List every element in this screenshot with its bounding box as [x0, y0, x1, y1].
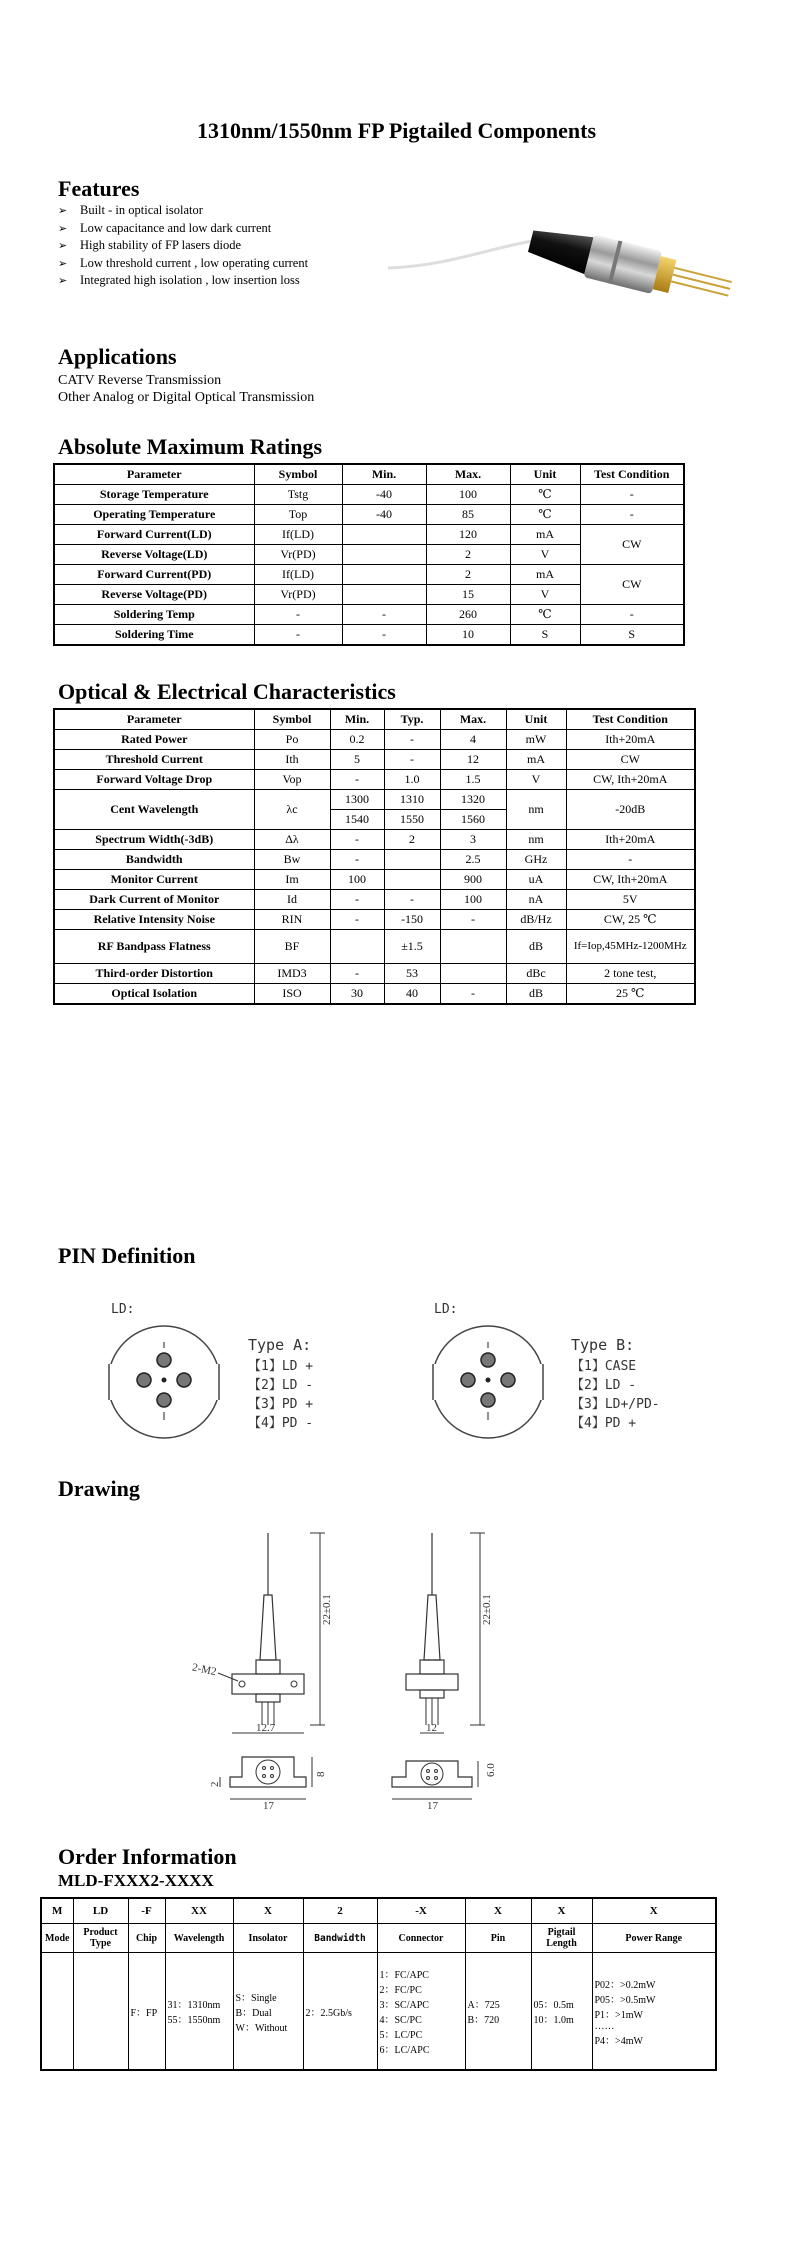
cell-line: 10：1.0m [533, 2015, 574, 2026]
table-cell: CW [580, 525, 684, 565]
table-header-row [54, 464, 684, 485]
order-heading: Order Information [58, 1844, 237, 1869]
applications-list [58, 372, 314, 406]
column-header: Test Condition [580, 464, 684, 485]
column-header: Parameter [54, 464, 254, 485]
oec-table [53, 708, 696, 1005]
table-cell: mA [510, 565, 580, 585]
table-cell: dB [506, 930, 566, 964]
table-row [54, 964, 695, 984]
column-header: Max. [426, 464, 510, 485]
table-cell: Monitor Current [54, 870, 254, 890]
table-cell: nm [506, 790, 566, 830]
table-cell: Optical Isolation [54, 984, 254, 1005]
table-cell: X [465, 1898, 531, 1924]
table-cell: nm [506, 830, 566, 850]
table-cell: Bandwidth [303, 1924, 377, 1953]
table-cell: 2.5 [440, 850, 506, 870]
order-table [40, 1897, 717, 2071]
column-header: Test Condition [566, 709, 695, 730]
table-cell: - [330, 890, 384, 910]
table-cell: CW [566, 750, 695, 770]
table-cell: Threshold Current [54, 750, 254, 770]
table-cell: Wavelength [165, 1924, 233, 1953]
table-cell: - [330, 830, 384, 850]
table-cell: 2 [303, 1898, 377, 1924]
table-cell: RIN [254, 910, 330, 930]
table-cell: Reverse Voltage(LD) [54, 545, 254, 565]
table-cell: Id [254, 890, 330, 910]
table-cell: dBc [506, 964, 566, 984]
table-cell: 0.2 [330, 730, 384, 750]
table-cell [377, 1953, 465, 2071]
table-cell [465, 1953, 531, 2071]
table-row [41, 1953, 716, 2071]
table-cell: -150 [384, 910, 440, 930]
table-cell: 1540 [330, 810, 384, 830]
column-header: Typ. [384, 709, 440, 730]
dim-h6: 6.0 [485, 1763, 497, 1777]
table-cell: 1.5 [440, 770, 506, 790]
dim-thread-label: 2-M2 [191, 1661, 218, 1679]
cell-line: 2：FC/PC [379, 1985, 422, 1996]
cell-line: 3：SC/APC [379, 2000, 429, 2011]
features-heading: Features [58, 176, 140, 201]
table-cell: Top [254, 505, 342, 525]
table-cell: CW [580, 565, 684, 605]
cell-lines [131, 2004, 163, 2019]
table-row [54, 625, 684, 646]
cell-line: S：Single [235, 1992, 277, 2004]
list-item: 【4】PD + [571, 1416, 637, 1431]
table-cell: 5 [330, 750, 384, 770]
list-item: 【1】LD + [248, 1359, 314, 1374]
dim-h2: 2 [209, 1781, 221, 1787]
table-cell: 2 [426, 545, 510, 565]
pin-b-ld-label: LD: [434, 1302, 458, 1317]
table-cell: 120 [426, 525, 510, 545]
table-cell: - [254, 625, 342, 646]
table-cell: mA [506, 750, 566, 770]
table-cell: 1560 [440, 810, 506, 830]
table-cell: - [254, 605, 342, 625]
table-cell: Ith [254, 750, 330, 770]
table-cell: dB/Hz [506, 910, 566, 930]
table-cell: 100 [426, 485, 510, 505]
table-cell: Vr(PD) [254, 545, 342, 565]
cell-line: B：720 [467, 2015, 500, 2026]
table-cell [531, 1953, 592, 2071]
column-header: Symbol [254, 709, 330, 730]
dim-base-left: 17 [263, 1800, 274, 1812]
cell-lines [306, 2004, 375, 2019]
table-cell: uA [506, 870, 566, 890]
table-cell [592, 1953, 716, 2071]
table-cell: - [330, 910, 384, 930]
pin-heading: PIN Definition [58, 1243, 196, 1268]
table-header-row [41, 1898, 716, 1924]
cell-lines [468, 1996, 529, 2026]
table-cell: CW, Ith+20mA [566, 870, 695, 890]
oec-heading: Optical & Electrical Characteristics [58, 679, 396, 704]
table-cell: X [531, 1898, 592, 1924]
table-cell: - [440, 910, 506, 930]
dim-length-left: 22±0.1 [321, 1594, 333, 1625]
table-cell [384, 850, 440, 870]
table-cell: Product Type [73, 1924, 128, 1953]
table-cell: - [580, 485, 684, 505]
table-cell: Storage Temperature [54, 485, 254, 505]
cell-line: A：725 [467, 2000, 500, 2011]
table-row [54, 525, 684, 545]
table-row [54, 565, 684, 585]
table-row [54, 984, 695, 1005]
applications-heading: Applications [58, 344, 177, 369]
table-cell: - [342, 625, 426, 646]
pin-diagram-type-b [423, 1322, 553, 1442]
table-cell: - [384, 890, 440, 910]
table-cell: 1550 [384, 810, 440, 830]
list-item: 【3】LD+/PD- [571, 1397, 660, 1412]
table-cell: GHz [506, 850, 566, 870]
table-cell: Forward Voltage Drop [54, 770, 254, 790]
table-cell: 10 [426, 625, 510, 646]
cell-line: 55：1550nm [167, 2015, 221, 2026]
pin-a-type-label: Type A: [248, 1336, 312, 1354]
table-cell: - [566, 850, 695, 870]
table-row [54, 830, 695, 850]
cell-lines [168, 1996, 231, 2026]
cell-lines [236, 1989, 301, 2034]
cell-line: P05：>0.5mW [594, 1994, 656, 2006]
table-cell: If(LD) [254, 565, 342, 585]
table-cell [303, 1953, 377, 2071]
table-cell: S [580, 625, 684, 646]
table-row [54, 730, 695, 750]
table-row [54, 605, 684, 625]
pin-diagram-type-a [99, 1322, 229, 1442]
table-cell: 3 [440, 830, 506, 850]
cell-line: 31：1310nm [167, 2000, 221, 2011]
table-cell: -X [377, 1898, 465, 1924]
table-cell: Vop [254, 770, 330, 790]
amr-heading: Absolute Maximum Ratings [58, 434, 323, 459]
table-cell [384, 870, 440, 890]
dim-width-left: 12.7 [256, 1722, 276, 1734]
amr-table [53, 463, 685, 646]
cell-line: 2：2.5Gb/s [305, 2007, 352, 2019]
table-cell: CW, 25 ℃ [566, 910, 695, 930]
table-cell: XX [165, 1898, 233, 1924]
table-cell: -20dB [566, 790, 695, 830]
features-list [58, 202, 308, 290]
pin-a-ld-label: LD: [111, 1302, 135, 1317]
table-cell: V [510, 585, 580, 605]
mechanical-drawing [180, 1525, 540, 1825]
table-cell: Operating Temperature [54, 505, 254, 525]
table-cell: 5V [566, 890, 695, 910]
list-item: ➢ Built - in optical isolator [58, 202, 308, 220]
table-cell: M [41, 1898, 73, 1924]
table-cell: Im [254, 870, 330, 890]
table-cell: Dark Current of Monitor [54, 890, 254, 910]
table-cell: -40 [342, 505, 426, 525]
column-header: Max. [440, 709, 506, 730]
table-cell [233, 1953, 303, 2071]
table-cell: 260 [426, 605, 510, 625]
table-row [54, 750, 695, 770]
table-cell [342, 565, 426, 585]
table-cell: - [580, 505, 684, 525]
table-cell [440, 964, 506, 984]
table-cell [128, 1953, 165, 2071]
list-item: Other Analog or Digital Optical Transmission [58, 390, 315, 405]
table-row [54, 930, 695, 964]
table-cell: Rated Power [54, 730, 254, 750]
table-cell [342, 585, 426, 605]
table-cell: BF [254, 930, 330, 964]
table-cell: Connector [377, 1924, 465, 1953]
table-cell: LD [73, 1898, 128, 1924]
dim-base-right: 17 [427, 1800, 438, 1812]
table-cell: If(LD) [254, 525, 342, 545]
list-item: 【1】CASE [571, 1359, 637, 1374]
product-photo [388, 188, 738, 338]
table-row [54, 910, 695, 930]
table-cell: Vr(PD) [254, 585, 342, 605]
column-header: Min. [330, 709, 384, 730]
column-header: Parameter [54, 709, 254, 730]
table-cell [41, 1953, 73, 2071]
cell-line: P02：>0.2mW [594, 1979, 656, 1991]
column-header: Unit [510, 464, 580, 485]
table-cell: Power Range [592, 1924, 716, 1953]
table-cell: Pin [465, 1924, 531, 1953]
table-cell: Forward Current(LD) [54, 525, 254, 545]
table-cell: Spectrum Width(-3dB) [54, 830, 254, 850]
list-item: ➢ Low threshold current , low operating current [58, 255, 308, 273]
table-row [54, 850, 695, 870]
table-row [54, 870, 695, 890]
table-cell: 85 [426, 505, 510, 525]
table-cell: - [330, 770, 384, 790]
table-cell: X [592, 1898, 716, 1924]
table-cell: - [440, 984, 506, 1005]
dim-width-right: 12 [426, 1722, 437, 1734]
list-item: CATV Reverse Transmission [58, 373, 222, 388]
table-row [54, 890, 695, 910]
list-item: ➢ High stability of FP lasers diode [58, 237, 308, 255]
table-cell: 1300 [330, 790, 384, 810]
table-cell: Soldering Time [54, 625, 254, 646]
list-item: ➢ Integrated high isolation , low insertion loss [58, 272, 308, 290]
column-header: Unit [506, 709, 566, 730]
table-cell [330, 930, 384, 964]
table-cell: ISO [254, 984, 330, 1005]
cell-line: 05：0.5m [533, 2000, 574, 2011]
table-cell: 1310 [384, 790, 440, 810]
cell-lines [380, 1966, 463, 2056]
cell-line: 1：FC/APC [379, 1970, 429, 1981]
table-cell: ±1.5 [384, 930, 440, 964]
table-cell: nA [506, 890, 566, 910]
cell-lines [534, 1996, 590, 2026]
table-cell: Mode [41, 1924, 73, 1953]
pin-a-list [248, 1357, 313, 1433]
table-cell: Δλ [254, 830, 330, 850]
list-item: ➢ Low capacitance and low dark current [58, 220, 308, 238]
table-cell: Tstg [254, 485, 342, 505]
dim-h8: 8 [315, 1771, 327, 1777]
table-cell [342, 525, 426, 545]
table-cell: V [506, 770, 566, 790]
table-cell [440, 930, 506, 964]
cell-line: F：FP [130, 2007, 158, 2019]
table-cell: 30 [330, 984, 384, 1005]
table-cell: Third-order Distortion [54, 964, 254, 984]
table-cell: Cent Wavelength [54, 790, 254, 830]
table-cell: S [510, 625, 580, 646]
table-cell: 2 [426, 565, 510, 585]
cell-line: 6：LC/APC [379, 2045, 430, 2056]
column-header: Symbol [254, 464, 342, 485]
pin-b-type-label: Type B: [571, 1336, 635, 1354]
table-cell: 12 [440, 750, 506, 770]
table-cell: 25 ℃ [566, 984, 695, 1005]
table-cell: - [330, 964, 384, 984]
table-cell: 15 [426, 585, 510, 605]
table-cell: Pigtail Length [531, 1924, 592, 1953]
cell-line: 5：LC/PC [379, 2030, 423, 2041]
table-cell: Insolator [233, 1924, 303, 1953]
order-code: MLD-FXXX2-XXXX [58, 1871, 214, 1890]
table-cell: If=Iop,45MHz-1200MHz [566, 930, 695, 964]
table-cell: V [510, 545, 580, 565]
pin-b-list [571, 1357, 660, 1433]
table-cell: - [342, 605, 426, 625]
table-cell [342, 545, 426, 565]
cell-line: B：Dual [235, 2007, 272, 2019]
table-cell: Po [254, 730, 330, 750]
table-cell: -40 [342, 485, 426, 505]
table-cell: 100 [440, 890, 506, 910]
table-cell: -F [128, 1898, 165, 1924]
table-cell: Ith+20mA [566, 830, 695, 850]
table-cell: Bw [254, 850, 330, 870]
table-cell: - [330, 850, 384, 870]
table-header-row [41, 1924, 716, 1953]
table-cell: Soldering Temp [54, 605, 254, 625]
table-cell: Bandwidth [54, 850, 254, 870]
table-cell: 1320 [440, 790, 506, 810]
table-cell: 4 [440, 730, 506, 750]
table-cell: ℃ [510, 605, 580, 625]
table-cell: mW [506, 730, 566, 750]
table-header-row [54, 709, 695, 730]
table-cell: - [384, 750, 440, 770]
list-item: 【2】LD - [571, 1378, 637, 1393]
cell-line: P4：>4mW [594, 2035, 643, 2047]
table-cell: ℃ [510, 505, 580, 525]
table-cell: IMD3 [254, 964, 330, 984]
table-row [54, 770, 695, 790]
cell-line: W：Without [235, 2022, 288, 2034]
table-row [54, 790, 695, 810]
table-row [54, 485, 684, 505]
dim-length-right: 22±0.1 [481, 1594, 493, 1625]
table-cell: 900 [440, 870, 506, 890]
table-cell: Reverse Voltage(PD) [54, 585, 254, 605]
cell-line: …… [594, 2020, 615, 2032]
table-cell: 100 [330, 870, 384, 890]
list-item: 【2】LD - [248, 1378, 314, 1393]
table-cell: Chip [128, 1924, 165, 1953]
table-cell: Ith+20mA [566, 730, 695, 750]
table-cell: ℃ [510, 485, 580, 505]
table-cell: - [384, 730, 440, 750]
table-cell: 2 tone test, [566, 964, 695, 984]
list-item: 【4】PD - [248, 1416, 314, 1431]
table-cell: mA [510, 525, 580, 545]
table-cell: 2 [384, 830, 440, 850]
table-row [54, 505, 684, 525]
table-cell: 53 [384, 964, 440, 984]
table-cell: λc [254, 790, 330, 830]
table-cell: Forward Current(PD) [54, 565, 254, 585]
table-cell [165, 1953, 233, 2071]
table-cell: X [233, 1898, 303, 1924]
table-cell: RF Bandpass Flatness [54, 930, 254, 964]
table-cell: CW, Ith+20mA [566, 770, 695, 790]
table-cell: 40 [384, 984, 440, 1005]
list-item: 【3】PD + [248, 1397, 314, 1412]
table-cell: dB [506, 984, 566, 1005]
cell-line: 4：SC/PC [379, 2015, 422, 2026]
cell-lines [595, 1976, 714, 2047]
drawing-heading: Drawing [58, 1476, 140, 1501]
table-cell: 1.0 [384, 770, 440, 790]
table-cell: Relative Intensity Noise [54, 910, 254, 930]
column-header: Min. [342, 464, 426, 485]
cell-line: P1：>1mW [594, 2009, 643, 2021]
table-cell [73, 1953, 128, 2071]
page-title: 1310nm/1550nm FP Pigtailed Components [196, 118, 597, 143]
table-cell: - [580, 605, 684, 625]
